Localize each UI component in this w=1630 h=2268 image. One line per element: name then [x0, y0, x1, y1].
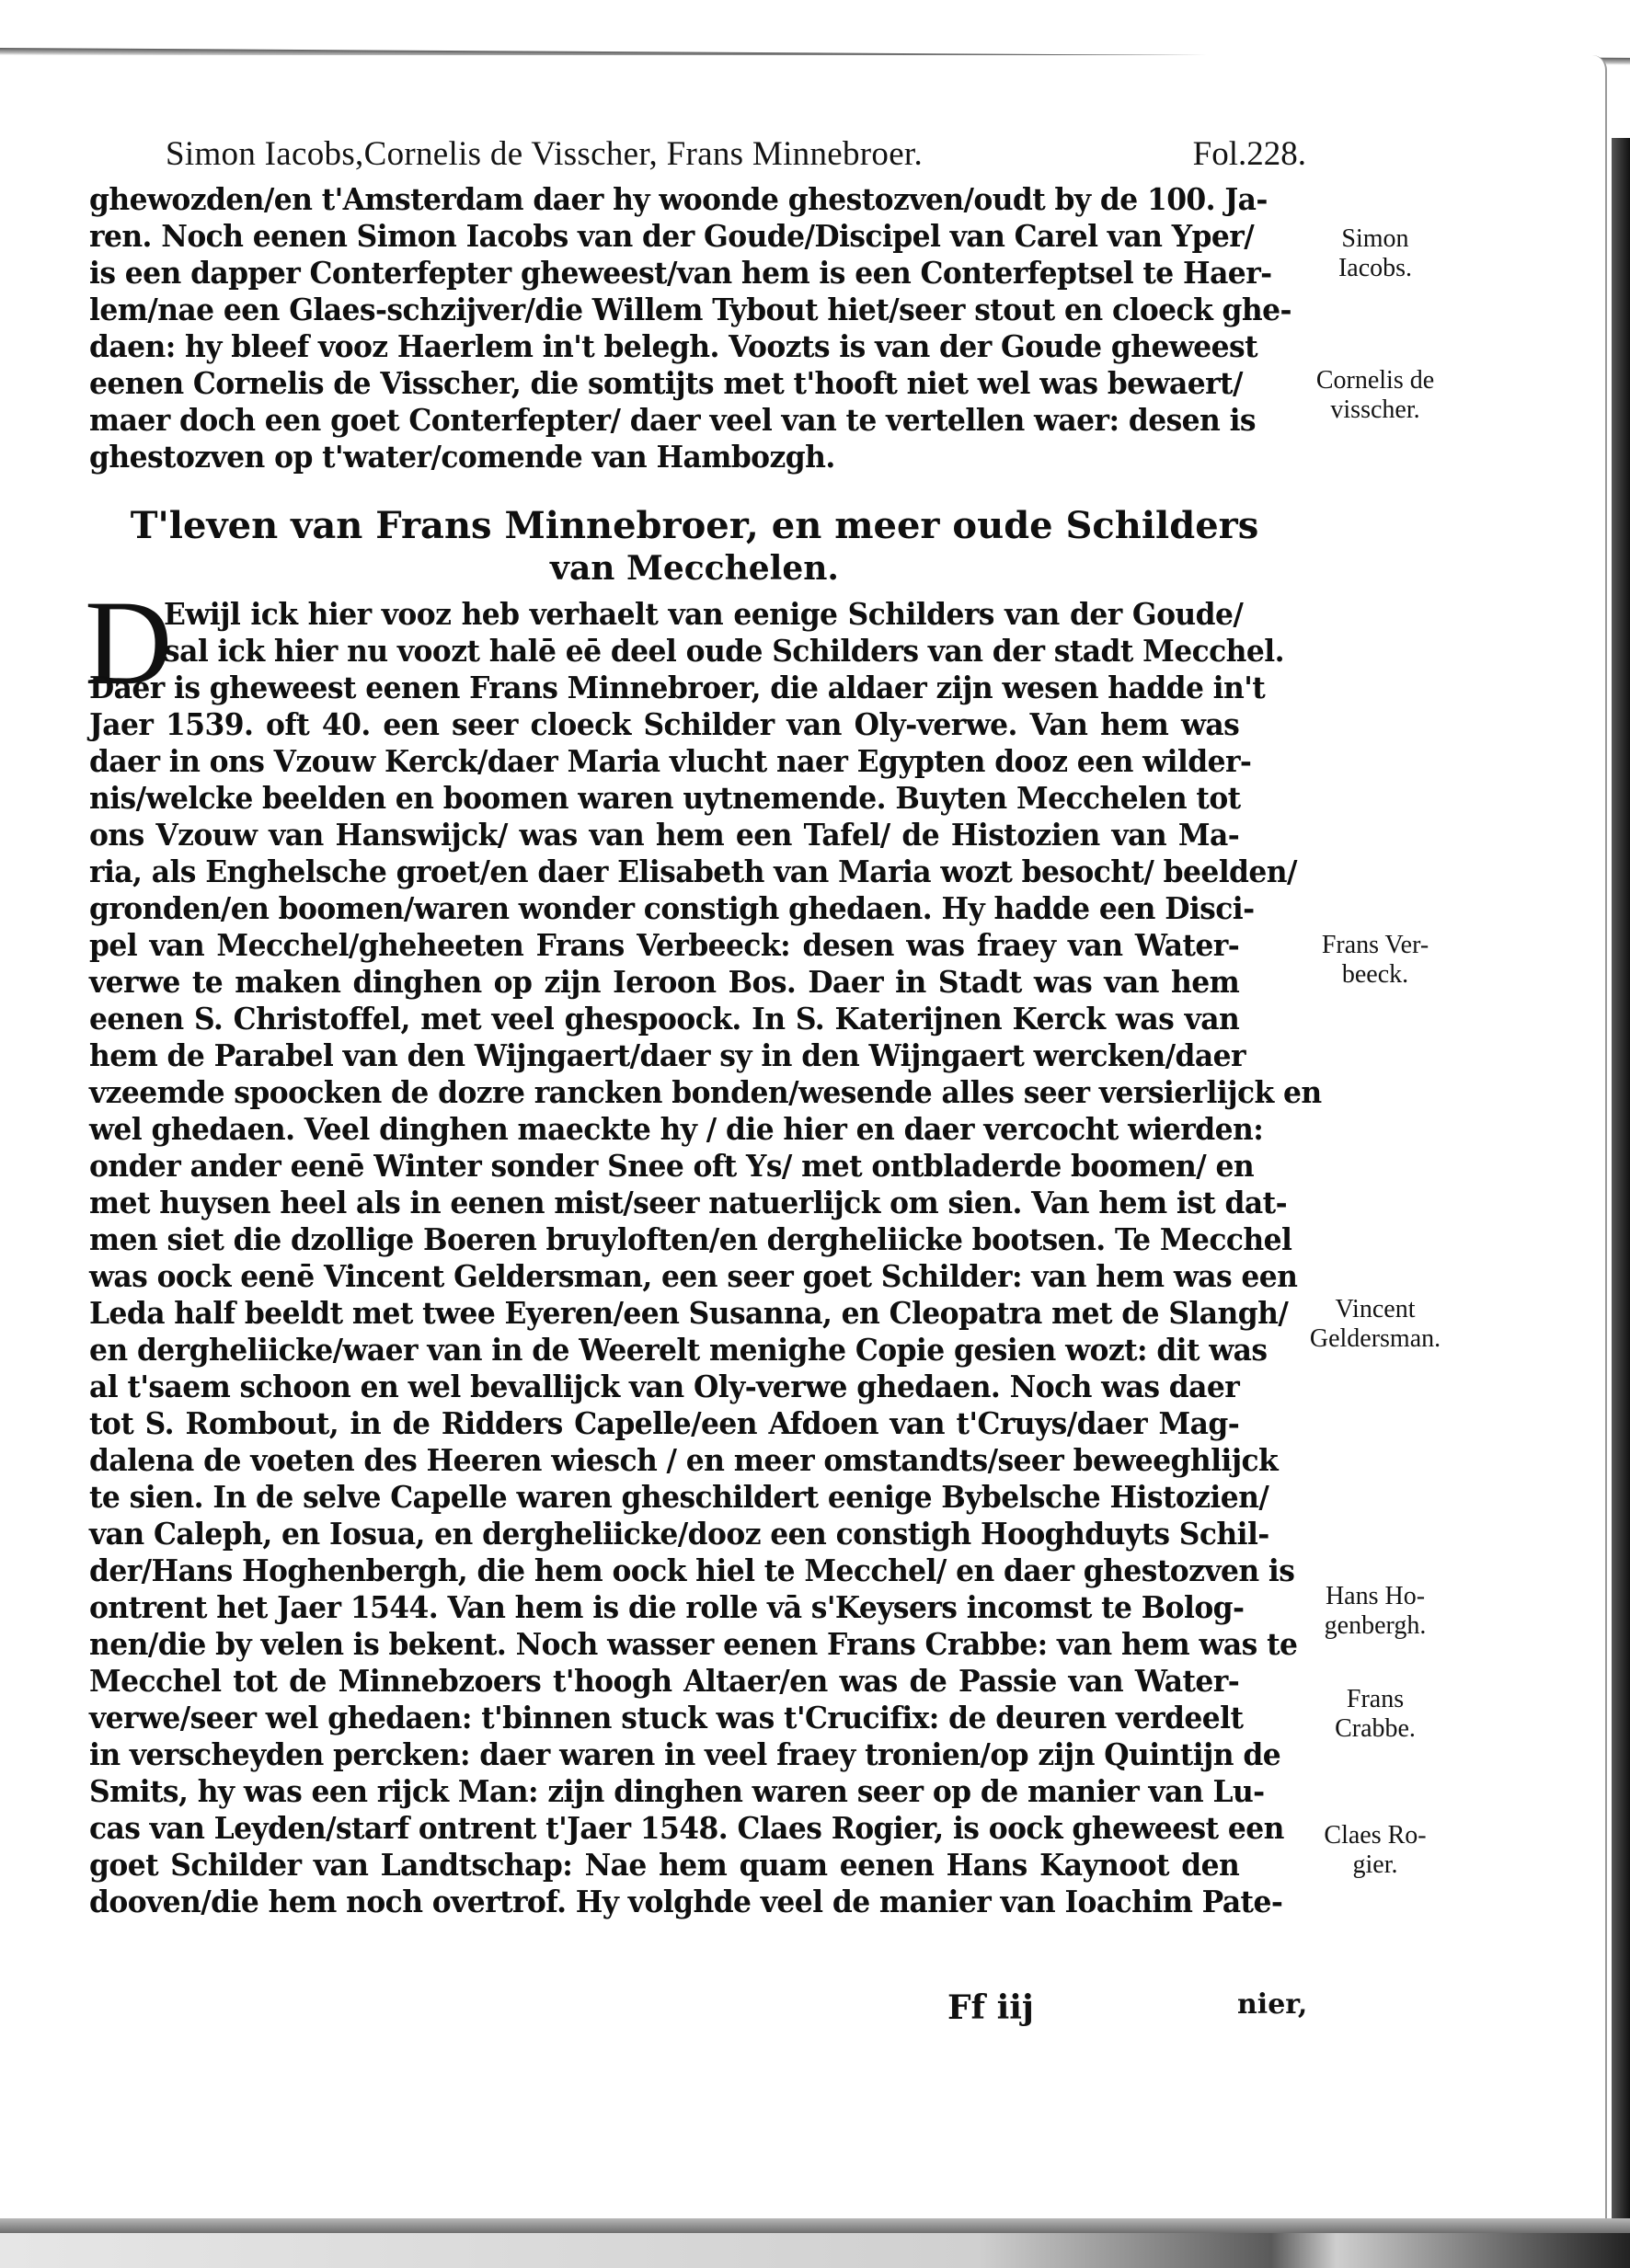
margin-note-simon-iacobs: Simon Iacobs.	[1337, 224, 1413, 282]
margin-note-frans-verbeeck: Frans Ver-beeck.	[1321, 931, 1429, 989]
text-line: is een dapper Conterfepter gheweest/van hem is een Conterfeptsel te Haer-	[89, 255, 1272, 291]
text-line: ons Vzouw van Hanswijck/ was van hem een Tafel/ de Histozien van Ma-	[89, 817, 1240, 853]
text-line: ren. Noch eenen Simon Iacobs van der Goude/Discipel van Carel van Yper/	[89, 218, 1255, 254]
section-heading: T'leven van Frans Minnebroer, en meer oude Schilders	[130, 504, 1259, 547]
text-line: ghewozden/en t'Amsterdam daer hy woonde ghestozven/oudt by de 100. Ja-	[89, 181, 1268, 217]
text-line: Smits, hy was een rijck Man: zijn dinghen waren seer op de manier van Lu-	[89, 1773, 1265, 1809]
margin-note-hans-hoghenbergh: Hans Ho-genbergh.	[1324, 1582, 1427, 1640]
page-right-shadow	[1612, 138, 1630, 2268]
margin-note-frans-crabbe: Frans Crabbe.	[1335, 1685, 1416, 1743]
text-line: dalena de voeten des Heeren wiesch / en meer omstandts/seer beweeghlijck	[89, 1442, 1279, 1478]
text-line: daen: hy bleef vooz Haerlem in't belegh. Voozts is van der Goude gheweest	[89, 328, 1258, 364]
scan-background	[0, 2233, 1630, 2268]
running-head-title: Simon Iacobs,Cornelis de Visscher, Frans Minnebroer.	[166, 135, 924, 173]
text-line: Ewijl ick hier vooz heb verhaelt van eenige Schilders van der Goude/	[164, 596, 1244, 632]
text-line: Jaer 1539. oft 40. een seer cloeck Schilder van Oly-verwe. Van hem was	[89, 706, 1240, 742]
margin-note-cornelis-de-visscher: Cornelis de visscher.	[1315, 366, 1435, 424]
text-line: maer doch een goet Conterfepter/ daer veel van te vertellen waer: desen is	[89, 402, 1257, 438]
text-line: al t'saem schoon en wel bevallijck van Oly-verwe ghedaen. Noch was daer	[89, 1369, 1240, 1404]
text-line: wel ghedaen. Veel dinghen maeckte hy / die hier en daer vercocht wierden:	[89, 1111, 1264, 1147]
text-line: met huysen heel als in eenen mist/seer natuerlijck om sien. Van hem ist dat-	[89, 1185, 1288, 1220]
text-line: van Caleph, en Iosua, en dergheliicke/dooz een constigh Hooghduyts Schil-	[89, 1516, 1269, 1552]
text-line: was oock eenē Vincent Geldersman, een seer goet Schilder: van hem was een	[89, 1258, 1298, 1294]
text-line: goet Schilder van Landtschap: Nae hem quam eenen Hans Kaynoot den	[89, 1847, 1240, 1883]
text-line: eenen Cornelis de Visscher, die somtijts met t'hooft niet wel was bewaert/	[89, 365, 1243, 401]
text-line: lem/nae een Glaes-schzijver/die Willem Tybout hiet/seer stout en cloeck ghe-	[89, 292, 1291, 327]
text-line: tot S. Rombout, in de Ridders Capelle/een Afdoen van t'Cruys/daer Mag-	[89, 1405, 1240, 1441]
running-head	[166, 134, 1306, 175]
text-line: nen/die by velen is bekent. Noch wasser eenen Frans Crabbe: van hem was te	[89, 1626, 1298, 1662]
margin-note-vincent-geldersman: Vincent Geldersman.	[1309, 1295, 1441, 1353]
text-line: der/Hans Hoghenbergh, die hem oock hiel te Mecchel/ en daer ghestozven is	[89, 1552, 1295, 1588]
text-line: hem de Parabel van den Wijngaert/daer sy in den Wijngaert wercken/daer	[89, 1037, 1245, 1073]
text-line: verwe te maken dinghen op zijn Ieroon Bos. Daer in Stadt was van hem	[89, 964, 1240, 1000]
text-line: Daer is gheweest eenen Frans Minnebroer, die aldaer zijn wesen hadde in't	[89, 670, 1266, 705]
text-line: in verscheyden percken: daer waren in veel fraey tronien/op zijn Quintijn de	[89, 1736, 1281, 1772]
text-line: vzeemde spoocken de dozre rancken bonden/wesende alles seer versierlijck en	[89, 1074, 1322, 1110]
text-line: ria, als Enghelsche groet/en daer Elisabeth van Maria wozt besocht/ beelden/	[89, 853, 1297, 889]
section-heading-continued: van Mecchelen.	[550, 549, 839, 588]
folio-number: Fol.228.	[1192, 135, 1306, 173]
text-line: te sien. In de selve Capelle waren gheschildert eenige Bybelsche Histozien/	[89, 1479, 1269, 1515]
text-line: daer in ons Vzouw Kerck/daer Maria vlucht naer Egypten dooz een wilder-	[89, 743, 1252, 779]
text-line: Leda half beeldt met twee Eyeren/een Susanna, en Cleopatra met de Slangh/	[89, 1295, 1289, 1331]
text-line: ghestozven op t'water/comende van Hambozgh.	[89, 439, 835, 475]
text-line: dooven/die hem noch overtrof. Hy volghde veel de manier van Ioachim Pate-	[89, 1884, 1283, 1919]
catchword: nier,	[1237, 1988, 1308, 2021]
page-bottom-edge	[0, 2218, 1630, 2233]
text-line: en dergheliicke/waer van in de Weerelt menighe Copie gesien wozt: dit was	[89, 1332, 1268, 1368]
text-line: eenen S. Christoffel, met veel ghespoock. In S. Katerijnen Kerck was van	[89, 1001, 1240, 1037]
text-line: verwe/seer wel ghedaen: t'binnen stuck was t'Crucifix: de deuren verdeelt	[89, 1700, 1244, 1735]
text-line: ontrent het Jaer 1544. Van hem is die rolle vā s'Keysers incomst te Bolog-	[89, 1589, 1245, 1625]
text-line: men siet die dzollige Boeren bruyloften/en dergheliicke bootsen. Te Mecchel	[89, 1221, 1292, 1257]
drop-cap-initial: D	[85, 575, 173, 710]
text-line: pel van Mecchel/gheheeten Frans Verbeeck: desen was fraey van Water-	[89, 927, 1240, 963]
text-line: Mecchel tot de Minnebzoers t'hoogh Altaer/en was de Passie van Water-	[89, 1663, 1240, 1699]
text-line: cas van Leyden/starf ontrent t'Jaer 1548. Claes Rogier, is oock gheweest een	[89, 1810, 1284, 1846]
text-line: nis/welcke beelden en boomen waren uytnemende. Buyten Mecchelen tot	[89, 780, 1241, 816]
margin-note-claes-rogier: Claes Ro-gier.	[1324, 1821, 1427, 1879]
text-line: sal ick hier nu voozt halē eē deel oude Schilders van der stadt Mecchel.	[164, 633, 1284, 669]
text-line: onder ander eenē Winter sonder Snee oft Ys/ met ontbladerde boomen/ en	[89, 1148, 1255, 1184]
signature-mark: Ff iij	[947, 1988, 1034, 2027]
text-line: gronden/en boomen/waren wonder constigh ghedaen. Hy hadde een Disci-	[89, 890, 1255, 926]
